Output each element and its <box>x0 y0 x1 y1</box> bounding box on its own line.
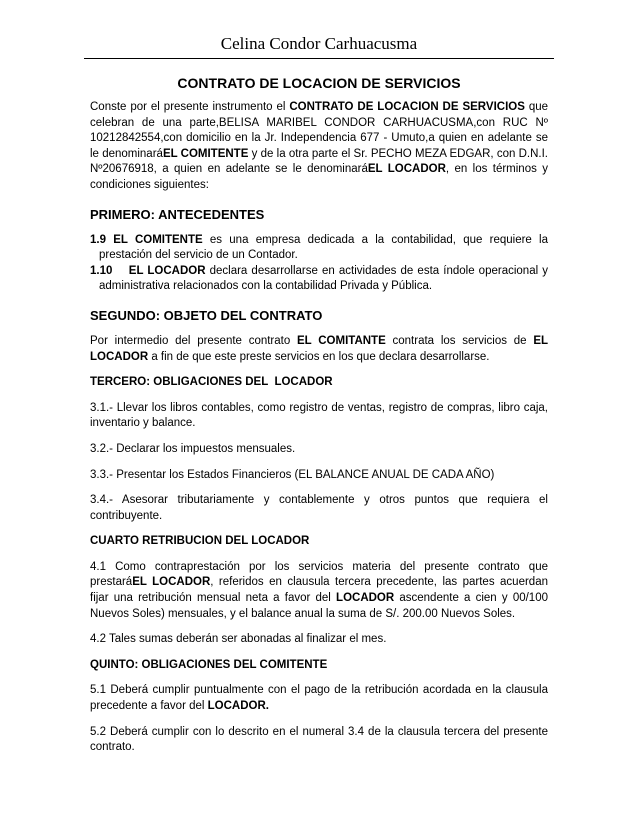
page-header-author: Celina Condor Carhuacusma <box>220 34 418 53</box>
clause-5-1 <box>90 683 548 714</box>
clause-4-1-text-2: , referidos en clausula tercera precedente, las partes acuerdan fijar una retribución mensual neta a favor del <box>90 576 548 605</box>
intro-text-4: , en los términos y condiciones siguientes: <box>90 163 548 191</box>
clause-4-1-bold-locador-2: LOCADOR <box>336 592 395 605</box>
item-number: 1.9 <box>90 233 114 246</box>
document-body <box>90 100 548 756</box>
clause-3-3: 3.3.- Presentar los Estados Financieros (EL BALANCE ANUAL DE CADA AÑO) <box>90 468 495 481</box>
clause-4-1-bold-locador: EL LOCADOR <box>132 576 211 589</box>
segundo-bold-locador: EL LOCADOR <box>90 334 549 363</box>
section-heading-segundo: SEGUNDO: OBJETO DEL CONTRATO <box>90 307 323 323</box>
clause-5-2: 5.2 Deberá cumplir con lo descrito en el numeral 3.4 de la clausula tercera del presente contrato. <box>90 725 548 754</box>
item-number: 1.10 <box>90 264 129 277</box>
segundo-paragraph <box>90 334 548 365</box>
intro-bold-comitente: EL COMITENTE <box>162 147 249 160</box>
segundo-bold-comitante: EL COMITANTE <box>297 334 386 347</box>
clause-3-4: 3.4.- Asesorar tributariamente y contablemente y otros puntos que requiera el contribuyente. <box>90 494 548 522</box>
item-bold: EL COMITENTE <box>113 233 203 246</box>
clause-4-1-text-3: ascendente a cien y 00/100 Nuevos Soles) mensuales, y el balance anual la suma de S/. 200.00 Nuevos Soles. <box>90 592 548 620</box>
segundo-text-3: a fin de que este preste servicios en los que declara desarrollarse. <box>148 350 490 363</box>
intro-paragraph <box>90 100 548 194</box>
intro-text-2: que celebran de una parte,BELISA MARIBEL CONDOR CARHUACUSMA,con RUC Nº 10212842554,con domicilio en la Jr. Independencia 677 - Umuto,a quien en adelante se le denominará <box>90 101 549 160</box>
section-heading-primero: PRIMERO: ANTECEDENTES <box>90 206 265 222</box>
item-text: declara desarrollarse en actividades de esta índole operacional y administrativa relacionados con la contabilidad Privada y Pública. <box>99 264 548 293</box>
segundo-text-1: Por intermedio del presente contrato <box>90 334 298 347</box>
clause-4-1 <box>90 560 548 622</box>
segundo-text-2: contrata los servicios de <box>385 334 534 347</box>
clause-3-2: 3.2.- Declarar los impuestos mensuales. <box>90 442 296 455</box>
section-heading-tercero: TERCERO: OBLIGACIONES DEL LOCADOR <box>90 376 333 389</box>
section-heading-cuarto: CUARTO RETRIBUCION DEL LOCADOR <box>90 535 310 548</box>
item-text: es una empresa dedicada a la contabilidad, que requiere la prestación del servicio de un Contador. <box>99 233 548 262</box>
document-title: CONTRATO DE LOCACION DE SERVICIOS <box>177 75 461 91</box>
intro-bold-locador: EL LOCADOR <box>367 163 446 176</box>
clause-4-2: 4.2 Tales sumas deberán ser abonadas al finalizar el mes. <box>90 633 387 646</box>
clause-5-1-text: 5.1 Deberá cumplir puntualmente con el pago de la retribución acordada en la clausula precedente a favor del <box>90 684 548 713</box>
intro-text-1: Conste por el presente instrumento el <box>90 101 290 113</box>
clause-4-1-text-1: 4.1 Como contraprestación por los servicios materia del presente contrato que prestará <box>90 560 548 589</box>
item-bold: EL LOCADOR <box>128 264 206 277</box>
header-divider <box>84 58 554 59</box>
list-item-1-9 <box>90 233 548 264</box>
clause-5-1-bold-locador: LOCADOR. <box>207 700 269 713</box>
list-item-1-10 <box>90 264 548 295</box>
clause-3-1: 3.1.- Llevar los libros contables, como registro de ventas, registro de compras, libro caja, inventario y balance. <box>90 401 548 430</box>
section-heading-quinto: QUINTO: OBLIGACIONES DEL COMITENTE <box>90 658 328 671</box>
intro-text-3: y de la otra parte el Sr. PECHO MEZA EDGAR, con D.N.I. Nº20676918, a quien en adelante se le denominará <box>90 147 549 176</box>
intro-bold-contract: CONTRATO DE LOCACION DE SERVICIOS <box>289 101 525 113</box>
